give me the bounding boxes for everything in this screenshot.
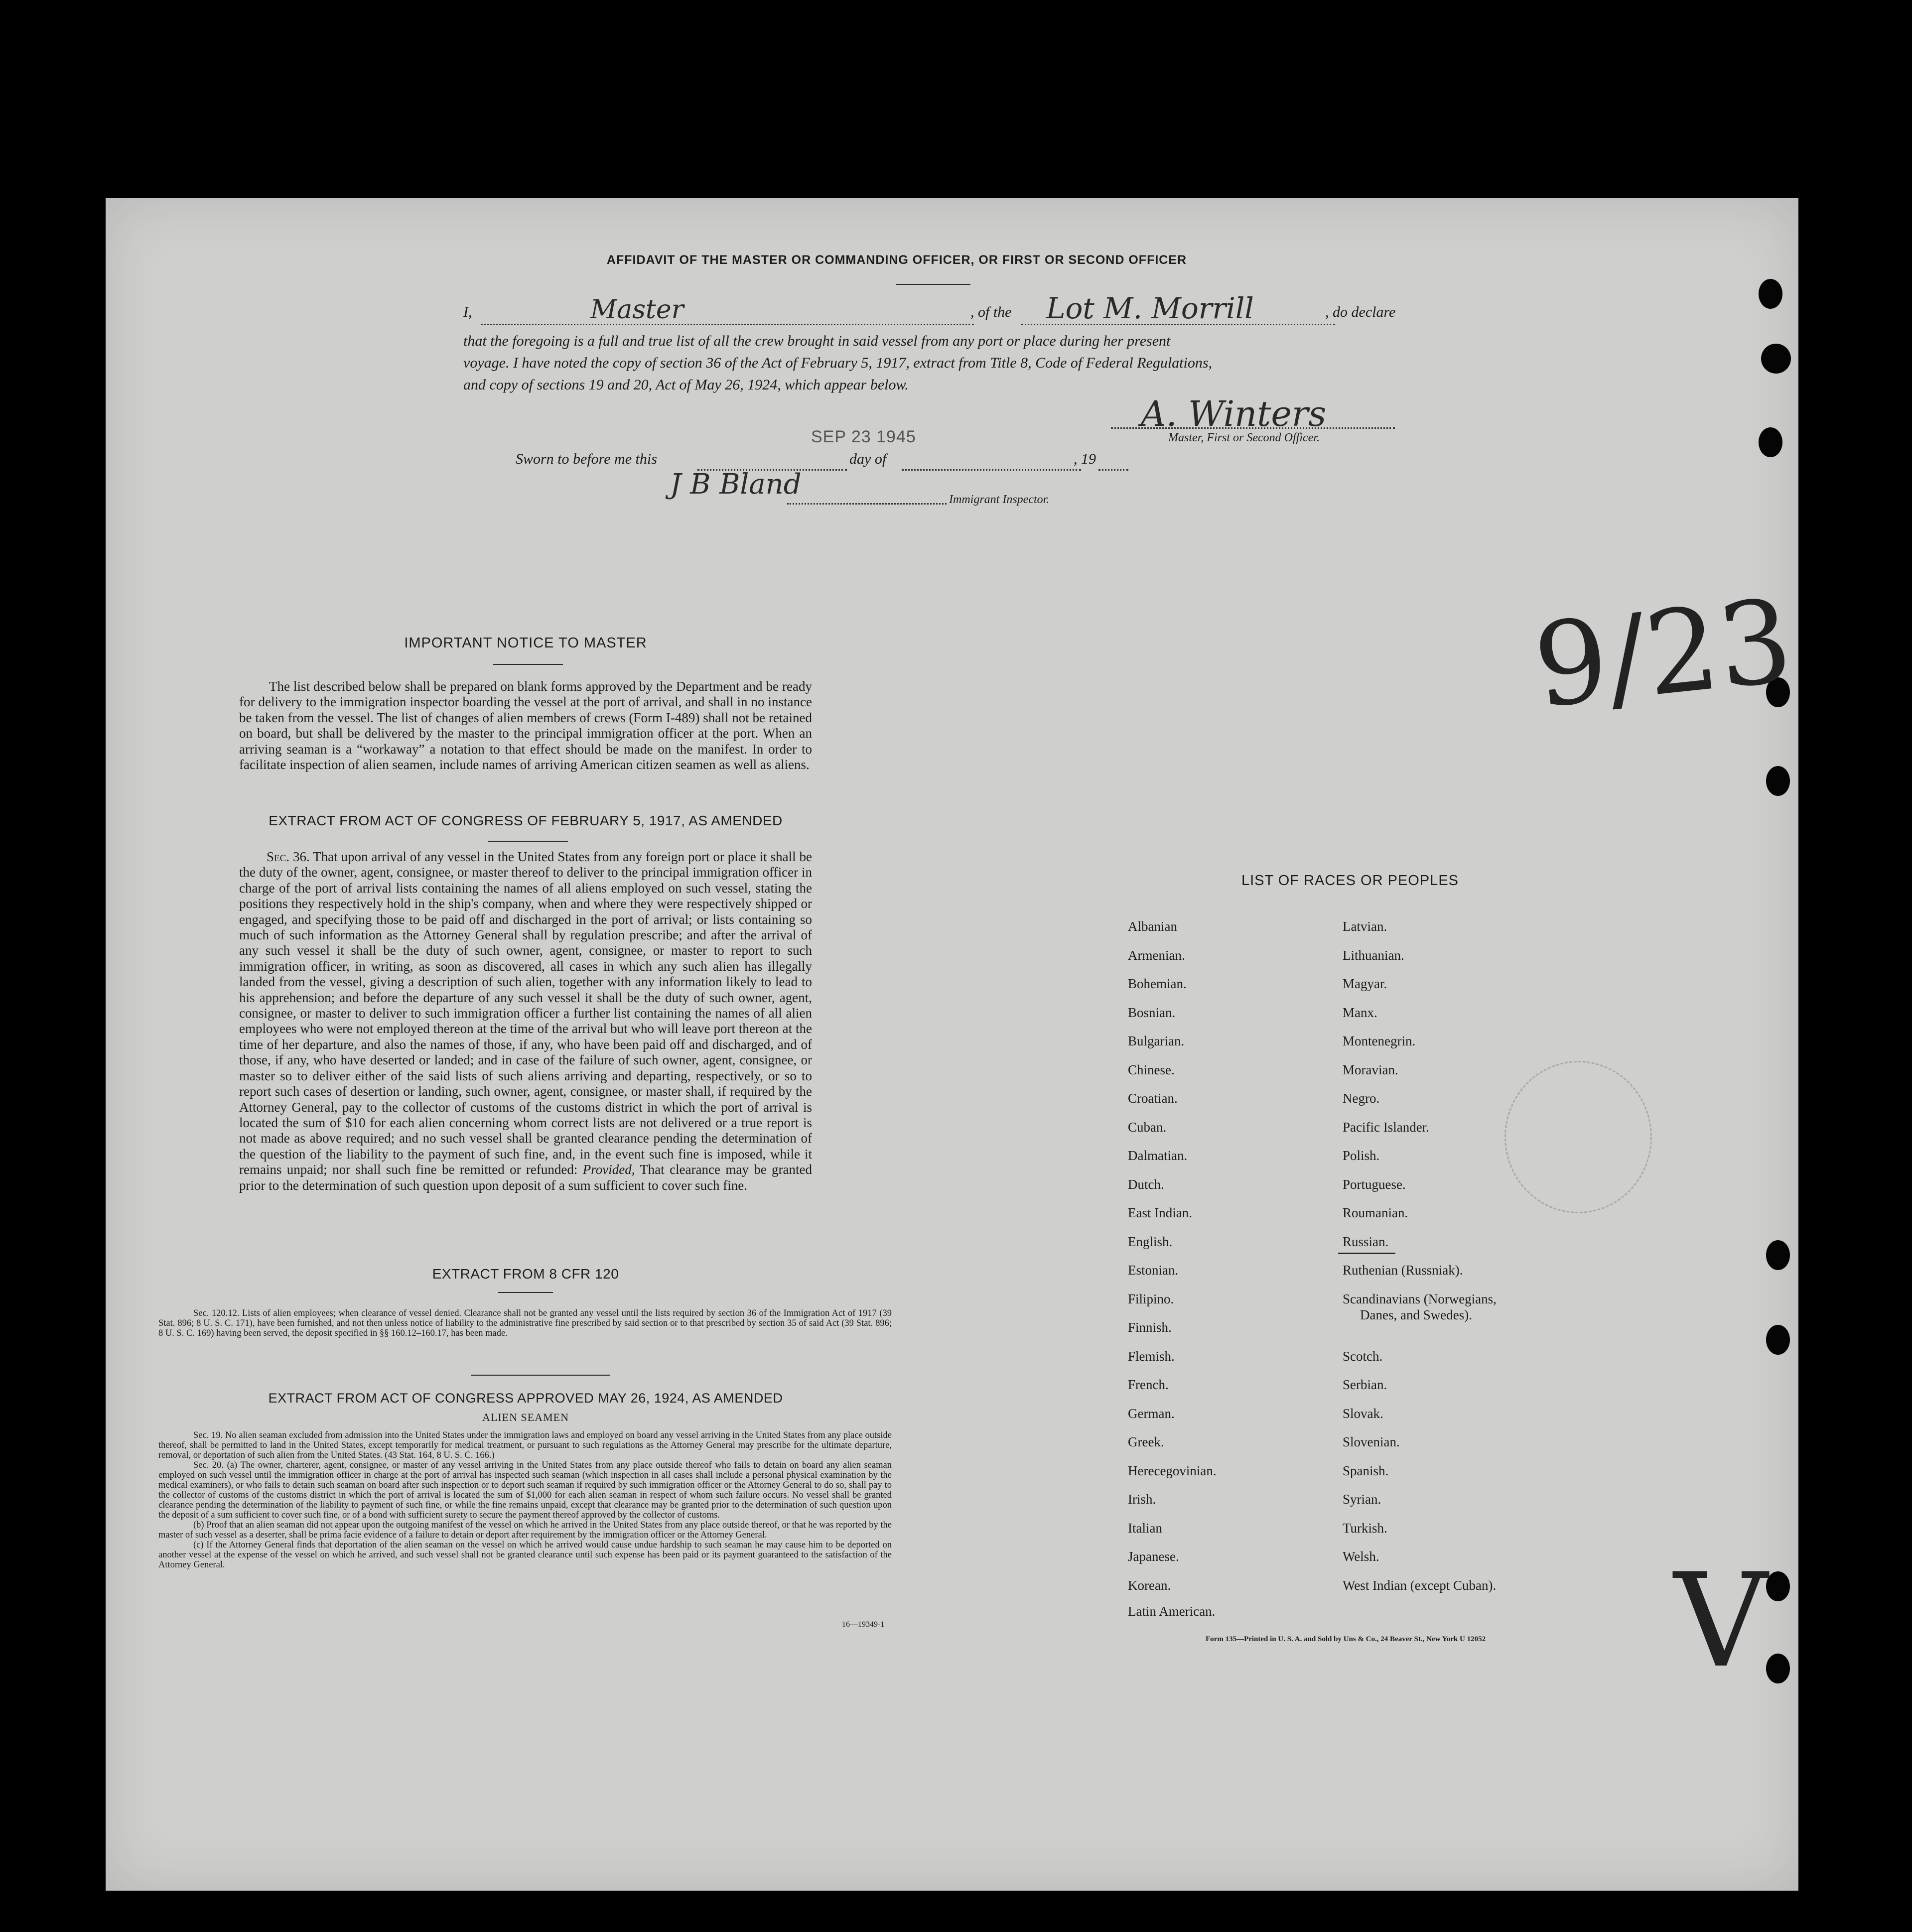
race-item: Portuguese. [1343,1177,1406,1192]
signature-caption: Master, First or Second Officer. [1168,431,1320,444]
extract3-title: EXTRACT FROM ACT OF CONGRESS APPROVED MAY 26, 1924, AS AMENDED [268,1391,783,1406]
race-item: Moravian. [1343,1062,1398,1077]
race-item: Albanian [1128,919,1177,934]
signature-blank [1111,427,1395,429]
race-item: West Indian (except Cuban). [1343,1578,1497,1593]
race-item: Flemish. [1128,1349,1175,1364]
sworn-month-blank [902,469,1081,471]
date-stamp: SEP 23 1945 [811,427,916,446]
section-36-text-b: That clearance may be granted prior to the determination of such question upon deposit of a sum sufficient to cover such fine. [239,1162,812,1193]
punch-hole [1766,1240,1790,1270]
races-title: LIST OF RACES OR PEOPLES [1241,873,1459,889]
race-item: French. [1128,1377,1169,1392]
affidavit-title: AFFIDAVIT OF THE MASTER OR COMMANDING OFFICER, OR FIRST OR SECOND OFFICER [606,253,1187,267]
race-item: Lithuanian. [1343,948,1404,963]
affidavit-of-the: , of the [970,304,1012,320]
race-item: Irish. [1128,1492,1156,1507]
race-item: Herecegovinian. [1128,1463,1217,1478]
race-item: Negro. [1343,1091,1380,1106]
race-item: English. [1128,1234,1173,1249]
race-item: Latvian. [1343,919,1387,934]
section-36-label: Sec. 36. [267,849,310,864]
section-20c-text: (c) If the Attorney General finds that deportation of the alien seaman on the vessel on which he arrived would cause undue hardship to such seaman he may cause him to be deported on another vessel at the expense of the vessel on which he arrived, and such vessel shall not be granted clearance until such expense has been paid or its payment guaranteed to the satisfaction of the Attorney General. [158,1540,892,1570]
race-item: Spanish. [1343,1463,1389,1478]
punch-hole [1761,344,1791,374]
extract1-title: EXTRACT FROM ACT OF CONGRESS OF FEBRUARY 5, 1917, AS AMENDED [269,813,783,828]
race-item: Scandinavians (Norwegians, [1343,1291,1497,1306]
section-36-text-a: That upon arrival of any vessel in the United States from any foreign port or place it shall be the duty of the owner, agent, consignee, or master thereof to deliver to the principal immigration officer in charge of the port of arrival lists containing the names of all aliens employed on such vessel, stating the positions they respectively hold in the ship's company, when and where they were respectively shipped or engaged, and specifying those to be paid off and discharged in the port of arrival; or lists containing so much of such information as the Attorney General shall by regulation prescribe; and after the arrival of any such vessel it shall be the duty of such owner, agent, consignee, or master to report to such immigration officer, in writing, as soon as discovered, all cases in which any such alien has illegally landed from the vessel, giving a description of such alien, together with any information likely to lead to his apprehension; and before the departure of any such vessel it shall be the duty of such owner, agent, consignee, or master to deliver to such immigration officer a further list containing the names of all alien employees who were not employed thereon at the time of the arrival but who will leave port thereon at the time of her departure, and also the names of those, if any, who have been paid off and discharged, and of those, if any, who have deserted or landed; and in case of the failure of such owner, agent, consignee, or master so to deliver either of the said lists of such aliens arriving and departing, respectively, or so to report such cases of desertion or landing, such owner, agent, consignee, or master shall, if required by the Attorney General, pay to the collector of customs of the customs district in which the port of arrival is located the sum of $10 for each alien concerning whom correct lists are not delivered or a true report is not made as above required; and no such vessel shall be granted clearance pending the determination of the question of the liability to the payment of such fine, and, in the event such fine is imposed, while it remains unpaid; nor shall such fine be remitted or refunded: [239,849,812,1177]
master-signature: A. Winters [1141,393,1327,434]
affidavit-line-2: that the foregoing is a full and true list of all the crew brought in said vessel from any port or place during her present [463,333,1171,349]
sworn-prefix: Sworn to before me this [516,451,657,467]
race-item: Danes, and Swedes). [1360,1307,1472,1322]
notice-underline [493,664,563,665]
race-item: Finnish. [1128,1320,1172,1335]
extract-separator [471,1375,610,1376]
extract2-underline [498,1292,553,1293]
affidavit-declare: , do declare [1325,304,1396,320]
race-item: Dalmatian. [1128,1148,1188,1163]
punch-hole [1766,1571,1790,1601]
handwritten-date-note: 9/23 [1528,574,1798,734]
race-item: Slovenian. [1343,1434,1400,1449]
race-item: Turkish. [1343,1521,1387,1536]
affidavit-line-4: and copy of sections 19 and 20, Act of May 26, 1924, which appear below. [463,377,909,393]
race-item: Armenian. [1128,948,1185,963]
race-item: Italian [1128,1521,1162,1536]
race-item-russian: Russian. [1343,1234,1389,1249]
race-item: Chinese. [1128,1062,1175,1077]
race-item: Roumanian. [1343,1205,1408,1220]
notice-text: The list described below shall be prepared on blank forms approved by the Department and be ready for delivery to the immigration inspector boarding the vessel at the port of arrival, and shall in no instance be taken from the vessel. The list of changes of alien members of crews (Form I-489) shall not be retained on board, but shall be delivered by the master to the principal immigration officer at the port. When an arriving seaman is a “workaway” a notation to that effect should be made on the manifest. In order to facilitate inspection of alien seamen, include names of arriving American citizen seamen as well as aliens. [239,679,812,773]
race-item: East Indian. [1128,1205,1192,1220]
inspector-caption: Immigrant Inspector. [949,493,1050,506]
russian-underline [1338,1253,1395,1254]
extract2-title: EXTRACT FROM 8 CFR 120 [432,1266,619,1282]
punch-hole [1766,1654,1790,1683]
check-mark: V [1674,1546,1768,1696]
section-20a-text: Sec. 20. (a) The owner, charterer, agent, consignee, or master of any vessel arriving in the United States from any place outside thereof who fails to detain on board any alien seaman employed on such vessel until the immigration officer in charge at the port of arrival has inspected such seaman (which inspection in all cases shall include a personal physical examination by the medical examiners), or who fails to detain such seaman on board after such inspection or to deport such seaman if required by such immigration officer or the Attorney General to do so, shall pay to the collector of customs of the customs district in which the port of arrival is located the sum of $1,000 for each alien seaman in respect of whom such failure occurs. No vessel shall be granted clearance pending the determination of the liability to payment of such fine, or while the fine remains unpaid, except that clearance may be granted prior to the determination of such question upon the deposit of a sum sufficient to cover such fine, or of a bond with sufficient surety to secure the payment thereof approved by the collector of customs. [158,1460,892,1520]
race-item: German. [1128,1406,1175,1421]
race-item: Pacific Islander. [1343,1120,1429,1135]
race-item: Cuban. [1128,1120,1167,1135]
sworn-year-blank [1098,469,1128,471]
race-item: Ruthenian (Russniak). [1343,1263,1463,1278]
faint-seal-stamp [1504,1061,1652,1213]
extract3-subtitle: ALIEN SEAMEN [482,1411,569,1423]
race-item: Serbian. [1343,1377,1387,1392]
section-20b-text: (b) Proof that an alien seaman did not appear upon the outgoing manifest of the vessel on which he arrived in the United States from any place outside thereof, or that he was reported by the master of such vessel as a deserter, shall be prima facie evidence of a failure to detain or deport after requirement by the immigration officer or the Attorney General. [158,1520,892,1540]
affidavit-line-3: voyage. I have noted the copy of section 36 of the Act of February 5, 1917, extract from Title 8, Code of Federal Regulations, [463,355,1213,371]
title-underline [896,284,970,285]
sworn-day-of: day of [849,451,887,467]
race-item: Estonian. [1128,1263,1179,1278]
race-item: Dutch. [1128,1177,1164,1192]
punch-hole [1766,1325,1790,1355]
inspector-blank [787,503,947,505]
race-item: Japanese. [1128,1549,1179,1564]
race-item: Montenegrin. [1343,1033,1416,1048]
race-item: Latin American. [1128,1604,1216,1619]
race-item: Bosnian. [1128,1005,1176,1020]
race-item: Manx. [1343,1005,1377,1020]
race-item: Bohemian. [1128,976,1187,991]
notice-title: IMPORTANT NOTICE TO MASTER [404,635,647,651]
inspector-signature: J B Bland [670,468,802,501]
race-item: Scotch. [1343,1349,1383,1364]
race-item: Bulgarian. [1128,1033,1185,1048]
race-item: Magyar. [1343,976,1387,991]
print-code: 16—19349-1 [842,1620,885,1629]
form-footer: Form 135—Printed in U. S. A. and Sold by Uns & Co., 24 Beaver St., New York U 12052 [1206,1635,1486,1643]
handwritten-vessel-name: Lot M. Morrill [1046,291,1254,325]
punch-hole [1759,427,1782,457]
race-item: Slovak. [1343,1406,1383,1421]
provided-label: Provided, [582,1162,635,1177]
race-item: Croatian. [1128,1091,1178,1106]
race-item: Polish. [1343,1148,1380,1163]
race-item: Greek. [1128,1434,1164,1449]
extract1-body [239,849,812,1193]
punch-hole [1766,766,1790,796]
sworn-year: , 19 [1074,451,1096,467]
name-blank [481,324,974,325]
extract3-body [158,1430,892,1570]
race-item: Welsh. [1343,1549,1379,1564]
section-19-text: Sec. 19. No alien seaman excluded from admission into the United States under the immigration laws and employed on board any vessel arriving in the United States from any place outside thereof, shall be permitted to land in the United States, except temporarily for medical treatment, or pursuant to such regulations as the Attorney General may prescribe for the ultimate departure, removal, or deportation of such alien from the United States. (43 Stat. 164, 8 U. S. C. 166.) [158,1430,892,1460]
punch-hole [1759,279,1782,309]
extract2-text: Sec. 120.12. Lists of alien employees; when clearance of vessel denied. Clearance shall not be granted any vessel until the lists required by section 36 of the Immigration Act of 1917 (39 Stat. 896; 8 U. S. C. 171), have been furnished, and not then unless notice of liability to the administrative fine prescribed by said section or to that prescribed by section 35 of said Act (39 Stat. 896; 8 U. S. C. 169) having been served, the deposit specified in §§ 160.12–160.17, has been made. [158,1308,892,1338]
affidavit-i: I, [463,304,472,320]
extract1-underline [488,841,568,842]
race-item: Korean. [1128,1578,1171,1593]
race-item: Filipino. [1128,1291,1174,1306]
handwritten-master: Master [590,295,684,325]
race-item: Syrian. [1343,1492,1381,1507]
